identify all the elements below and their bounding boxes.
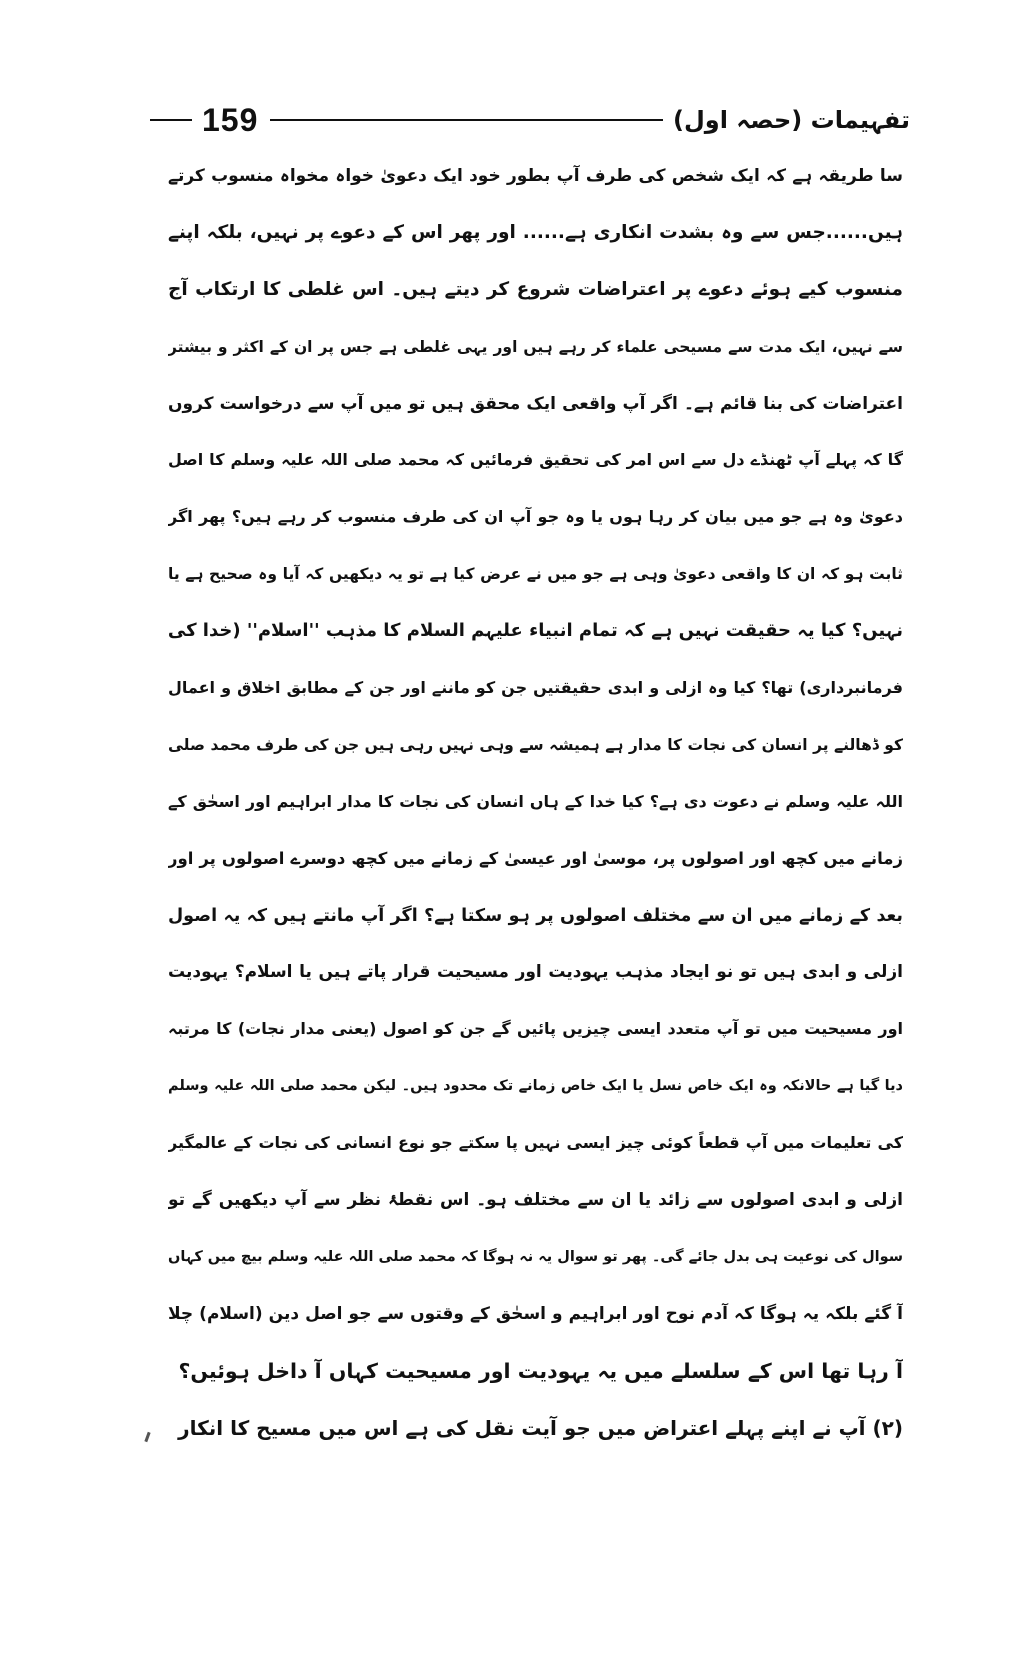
text-line: آ گئے بلکہ یہ ہوگا کہ آدم نوح اور ابراہیم و اسحٰق کے وقتوں سے جو اصل دین (اسلام) چلا: [168, 1303, 903, 1324]
text-line: اور مسیحیت میں تو آپ متعدد ایسی چیزیں پائیں گے جن کو اصول (یعنی مدار نجات) کا مرتبہ: [168, 1019, 903, 1039]
page-header: [150, 98, 910, 142]
body-text: [168, 148, 903, 1456]
text-line: ازلی و ابدی اصولوں سے زائد یا ان سے مختلف ہو۔ اس نقطۂ نظر سے آپ دیکھیں گے تو: [168, 1190, 903, 1211]
text-line: (۲) آپ نے اپنے پہلے اعتراض میں جو آیت نقل کی ہے اس میں مسیح کا انکار: [178, 1415, 903, 1440]
text-line: سا طریقہ ہے کہ ایک شخص کی طرف آپ بطور خود ایک دعویٰ خواہ مخواہ منسوب کرتے: [168, 166, 903, 186]
print-speck: [144, 1432, 150, 1442]
text-line: منسوب کیے ہوئے دعوے پر اعتراضات شروع کر دیتے ہیں۔ اس غلطی کا ارتکاب آج: [168, 278, 903, 300]
text-line: آ رہا تھا اس کے سلسلے میں یہ یہودیت اور مسیحیت کہاں آ داخل ہوئیں؟: [178, 1358, 903, 1383]
text-line: دیا گیا ہے حالانکہ وہ ایک خاص نسل یا ایک خاص زمانے تک محدود ہیں۔ لیکن محمد صلی اللہ علیہ وسلم: [168, 1078, 903, 1095]
text-line: سے نہیں، ایک مدت سے مسیحی علماء کر رہے ہیں اور یہی غلطی ہے جس پر ان کے اکثر و بیشتر: [168, 337, 903, 356]
text-line: کو ڈھالنے پر انسان کی نجات کا مدار ہے ہمیشہ سے وہی نہیں رہی ہیں جن کی طرف محمد صلی: [168, 735, 903, 754]
text-line: سوال کی نوعیت ہی بدل جائے گی۔ پھر تو سوال یہ نہ ہوگا کہ محمد صلی اللہ علیہ وسلم بیچ میں کہاں: [168, 1248, 903, 1265]
text-line: کی تعلیمات میں آپ قطعاً کوئی چیز ایسی نہیں پا سکتے جو نوع انسانی کی نجات کے عالمگیر: [168, 1133, 903, 1153]
text-line: اللہ علیہ وسلم نے دعوت دی ہے؟ کیا خدا کے ہاں انسان کی نجات کا مدار ابراہیم اور اسحٰق کے: [168, 791, 903, 811]
text-line: اعتراضات کی بنا قائم ہے۔ اگر آپ واقعی ایک محقق ہیں تو میں آپ سے درخواست کروں: [168, 393, 903, 414]
text-line: ہیں......جس سے وہ بشدت انکاری ہے...... اور پھر اس کے دعوے پر نہیں، بلکہ اپنے: [168, 221, 903, 243]
text-line: ثابت ہو کہ ان کا واقعی دعویٰ وہی ہے جو میں نے عرض کیا ہے تو یہ دیکھیں کہ آیا وہ صحیح ہے یا: [168, 565, 903, 584]
header-rule-long: [270, 119, 663, 121]
text-line: بعد کے زمانے میں ان سے مختلف اصولوں پر ہو سکتا ہے؟ اگر آپ مانتے ہیں کہ یہ اصول: [168, 905, 903, 926]
running-title: تفہیمات (حصہ اول): [673, 106, 910, 134]
text-line: نہیں؟ کیا یہ حقیقت نہیں ہے کہ تمام انبیاء علیہم السلام کا مذہب ''اسلام'' (خدا کی: [168, 620, 903, 642]
text-line: فرمانبرداری) تھا؟ کیا وہ ازلی و ابدی حقیقتیں جن کو ماننے اور جن کے مطابق اخلاق و اعمال: [168, 678, 903, 698]
text-line: دعویٰ وہ ہے جو میں بیان کر رہا ہوں یا وہ جو آپ ان کی طرف منسوب کر رہے ہیں؟ پھر اگر: [168, 507, 903, 527]
text-line: گا کہ پہلے آپ ٹھنڈے دل سے اس امر کی تحقیق فرمائیں کہ محمد صلی اللہ علیہ وسلم کا اصل: [168, 450, 903, 470]
header-rule-short: [150, 119, 192, 121]
text-line: ازلی و ابدی ہیں تو نو ایجاد مذہب یہودیت اور مسیحیت قرار پاتے ہیں یا اسلام؟ یہودیت: [168, 962, 903, 983]
page-number: 159: [202, 101, 259, 138]
text-line: زمانے میں کچھ اور اصولوں پر، موسیٰ اور عیسیٰ کے زمانے میں کچھ دوسرے اصولوں پر اور: [168, 848, 903, 868]
